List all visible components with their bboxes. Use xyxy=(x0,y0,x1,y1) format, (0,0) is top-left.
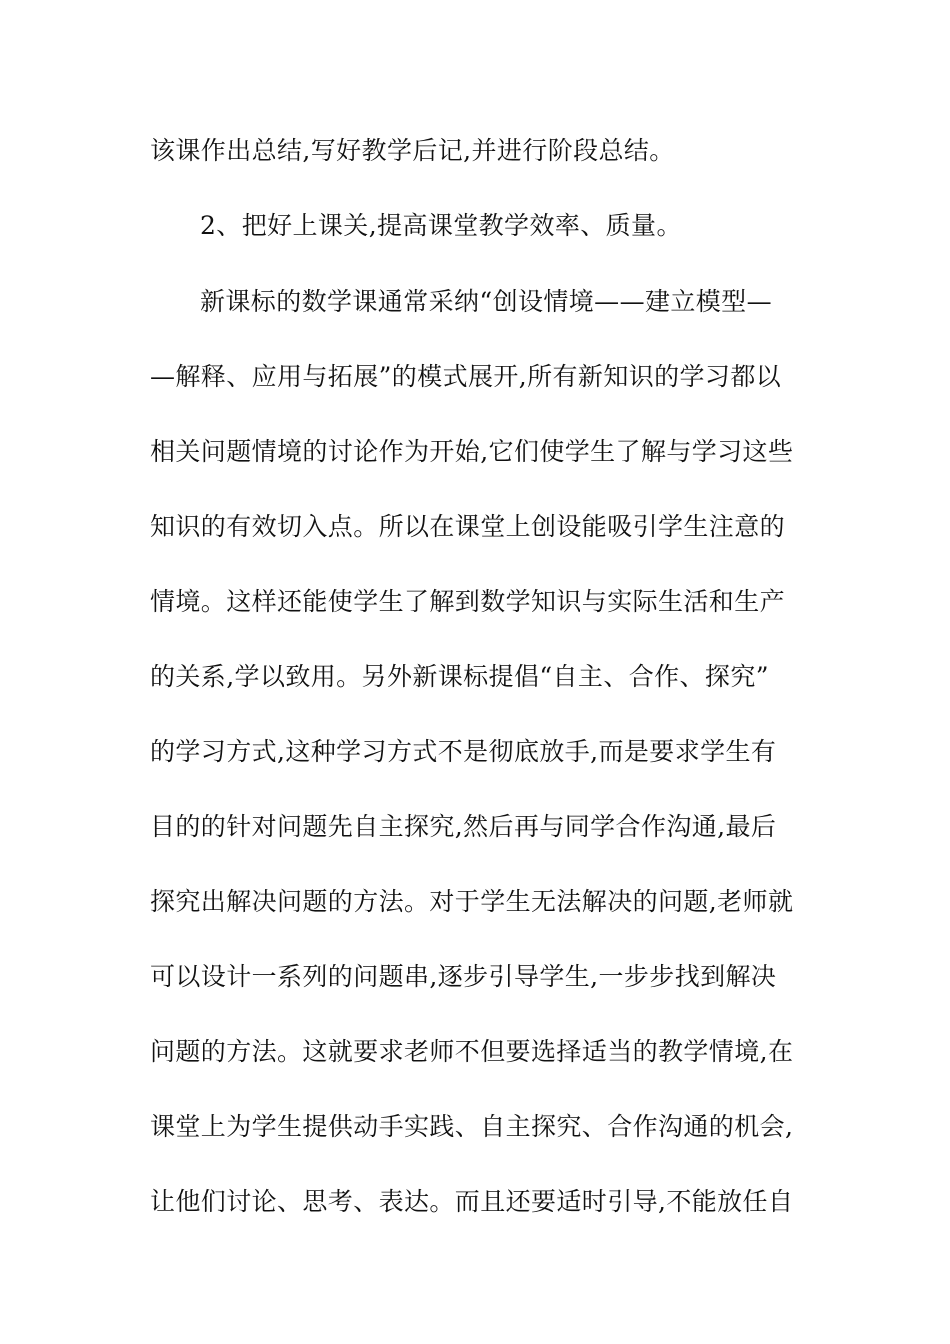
section-heading: 2、把好上课关,提高课堂教学效率、质量。 xyxy=(200,211,682,240)
text-line-8: 的关系,学以致用。另外新课标提倡“自主、合作、探究” xyxy=(150,662,769,691)
text-line-1: 该课作出总结,写好教学后记,并进行阶段总结。 xyxy=(150,136,675,165)
text-line-4: —解释、应用与拓展”的模式展开,所有新知识的学习都以 xyxy=(150,362,782,391)
text-line-14: 课堂上为学生提供动手实践、自主探究、合作沟通的机会, xyxy=(150,1112,794,1141)
text-line-13: 问题的方法。这就要求老师不但要选择适当的教学情境,在 xyxy=(150,1037,794,1066)
text-line-10: 目的的针对问题先自主探究,然后再与同学合作沟通,最后 xyxy=(150,812,777,841)
text-line-7: 情境。这样还能使学生了解到数学知识与实际生活和生产 xyxy=(150,587,786,616)
text-line-12: 可以设计一系列的问题串,逐步引导学生,一步步找到解决 xyxy=(150,962,777,991)
text-line-3: 新课标的数学课通常采纳“创设情境——建立模型— xyxy=(200,287,772,316)
text-line-15: 让他们讨论、思考、表达。而且还要适时引导,不能放任自 xyxy=(150,1187,794,1216)
text-line-5: 相关问题情境的讨论作为开始,它们使学生了解与学习这些 xyxy=(150,437,794,466)
text-line-6: 知识的有效切入点。所以在课堂上创设能吸引学生注意的 xyxy=(150,512,786,541)
text-line-11: 探究出解决问题的方法。对于学生无法解决的问题,老师就 xyxy=(150,887,794,916)
text-line-9: 的学习方式,这种学习方式不是彻底放手,而是要求学生有 xyxy=(150,737,777,766)
